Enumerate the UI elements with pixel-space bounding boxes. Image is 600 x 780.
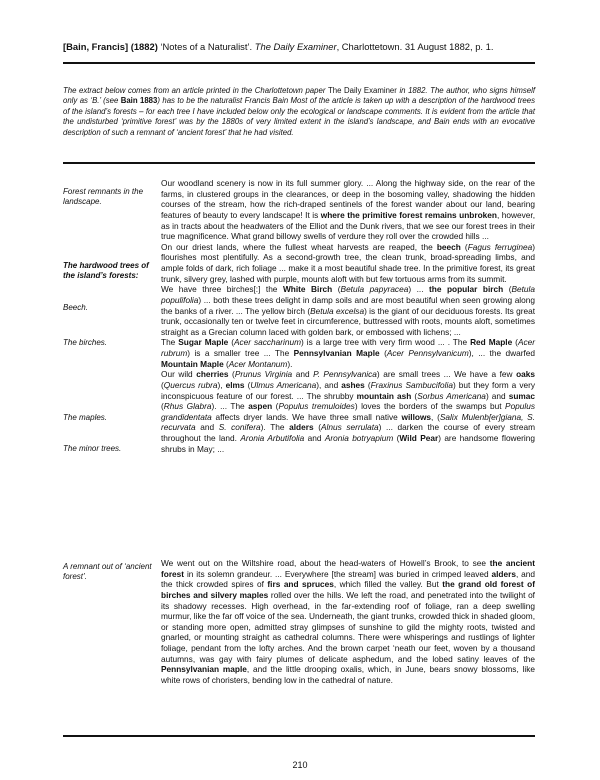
margin-note-beech: Beech.	[63, 303, 88, 312]
intro-rule	[63, 162, 535, 164]
intro-reference: Bain 1883	[120, 96, 158, 106]
intro-text: in 1882. The author, who signs himself only as ‘B.’ (see	[63, 86, 535, 106]
intro-text: ) has to be the naturalist Francis Bain Most of the article is taken up with a description of the hardwood trees of the island’s forests – for each tree I have included below only the ecological or landscape comments. It is evident from the article that the undisturbed ‘primitive forest’ was by the 1880s of very limited extent in the island’s landscape, and Bain ends with an evocative description of such a remnant of ‘ancient forest’ that he had visited.	[63, 96, 535, 137]
margin-note-birches: The birches.	[63, 338, 108, 347]
footer-rule	[63, 735, 535, 737]
paragraph-maples: The Sugar Maple (Acer saccharinum) is a large tree with very firm wood ... . The Red Maple (Acer rubrum) is a smaller tree ... The Pennsylvanian Maple (Acer Pennsylvanicum), ... the dwarfed Mountain Maple (Acer Montanum).	[161, 337, 536, 369]
body-text-lower	[161, 558, 535, 686]
intro-paragraph	[63, 86, 535, 138]
paragraph-ancient-forest: We went out on the Wiltshire road, about the head-waters of Howell’s Brook, to see the ancient forest in its solemn grandeur. ... Everywhere [the stream] was buried in crimped leaved alders, and the thick crowded spires of firs and spruces, which filled the valley. But the grand old forest of birches and silvery maples rolled over the hills. We left the road, and penetrated into the twilight of its shadowy recesses. High overhead, in the far-extending roof of foliage, ran a deep swelling murmur, like the far off voice of the sea. Underneath, the giant trunks, crowded thick in shaded gloom, or standing more open, admitted stray glimpses of sunshine to gild the mighty roots, twisted and gnarled, or mounting straight as cathedral columns. There were whisperings and rustlings of lighter foliage, pendant from the lofty arches. And the brown carpet ‘neath our feet, woven by a thousand autumns, was gay with fairy plumes of delicate asphedum, and the lobed satiny leaves of the Pennsylvanian maple, and the little drooping oxalis, which, in June, bears snowy blossoms, like white rows of choristers, bending low in the cathedral of nature.	[161, 558, 536, 685]
margin-note-remnant: A remnant out of ‘ancient forest’.	[63, 562, 152, 582]
page-number: 210	[292, 760, 308, 770]
header-rule	[63, 62, 535, 64]
citation-publication: The Daily Examiner	[254, 41, 337, 52]
body-text-upper	[161, 178, 535, 454]
intro-paper-name: The Daily Examiner	[328, 86, 397, 95]
margin-note-minor-trees: The minor trees.	[63, 444, 122, 453]
paragraph-minor-trees: Our wild cherries (Prunus Virginia and P. Pennsylvanica) are small trees ... We have a few oaks (Quercus rubra), elms (Ulmus Americana), and ashes (Fraxinus Sambucifolia) but they form a very inconspicuous feature of our forest. ... The shrubby mountain ash (Sorbus Americana) and sumac (Rhus Glabra). ... The aspen (Populus tremuloides) loves the borders of the swamps but Populus grandidentata affects dryer lands. We have three small native willows, (Salix Mulenb[er]giana, S. recurvata and S. conifera). The alders (Alnus serrulata) ... darken the course of every stream throughout the land. Aronia Arbutifolia and Aronia botryapium (Wild Pear) are handsome flowering shrubs in May; ...	[161, 369, 536, 454]
margin-note-maples: The maples.	[63, 413, 108, 422]
paragraph-beech: On our driest lands, where the fullest wheat harvests are reaped, the beech (Fagus ferruginea) flourishes most plentifully. As a second-growth tree, the clean trunk, broad-spreading limbs, and ample folds of dark, rich foliage ... make it a most beautiful shade tree. In the primitive forest, its great trunk, silvery grey, lashed with purple, mounts aloft with but few tortuous arms from its summit.	[161, 241, 536, 284]
intro-text: The extract below comes from an article printed in the Charlottetown paper	[63, 86, 328, 95]
margin-note-hardwood-heading: The hardwood trees of the island’s forests:	[63, 261, 149, 281]
citation-author: [Bain, Francis] (1882)	[63, 41, 158, 52]
citation-place-date: , Charlottetown. 31 August 1882, p. 1.	[336, 41, 494, 52]
citation-article-title: ‘Notes of a Naturalist’.	[160, 41, 253, 52]
citation-header	[63, 40, 533, 53]
paragraph-birches: We have three birches[:] the White Birch (Betula papyracea) ... the popular birch (Betula populifolia) ... both these trees delight in damp soils and are most beautiful when seen growing along the banks of a river. ... The yellow birch (Betula excelsa) is the giant of our deciduous forests. Its great trunk, occasionally ten or twelve feet in circumference, buttressed with roots, mounts aloft, sometimes straight as a Grecian column laced with golden bark, or embossed with lichens; ...	[161, 284, 535, 337]
paragraph-woodland: Our woodland scenery is now in its full summer glory. ... Along the highway side, on the rear of the farms, in clustered groups in the clearances, or deep in the bosoming valley, shadowing the hidden courses of the stream, how the rich-draped sentinels of the forest wander about our land, bearing features of beauty to every landscape! It is where the primitive forest remains unbroken, however, as in tracts about the headwaters of the Elliot and the Dunk rivers, that we see our forest trees in their true magnificence. What grand billowy swells of verdure they roll over the crowded hills ...	[161, 178, 535, 242]
margin-note-forest-remnants: Forest remnants in the landscape.	[63, 187, 144, 207]
